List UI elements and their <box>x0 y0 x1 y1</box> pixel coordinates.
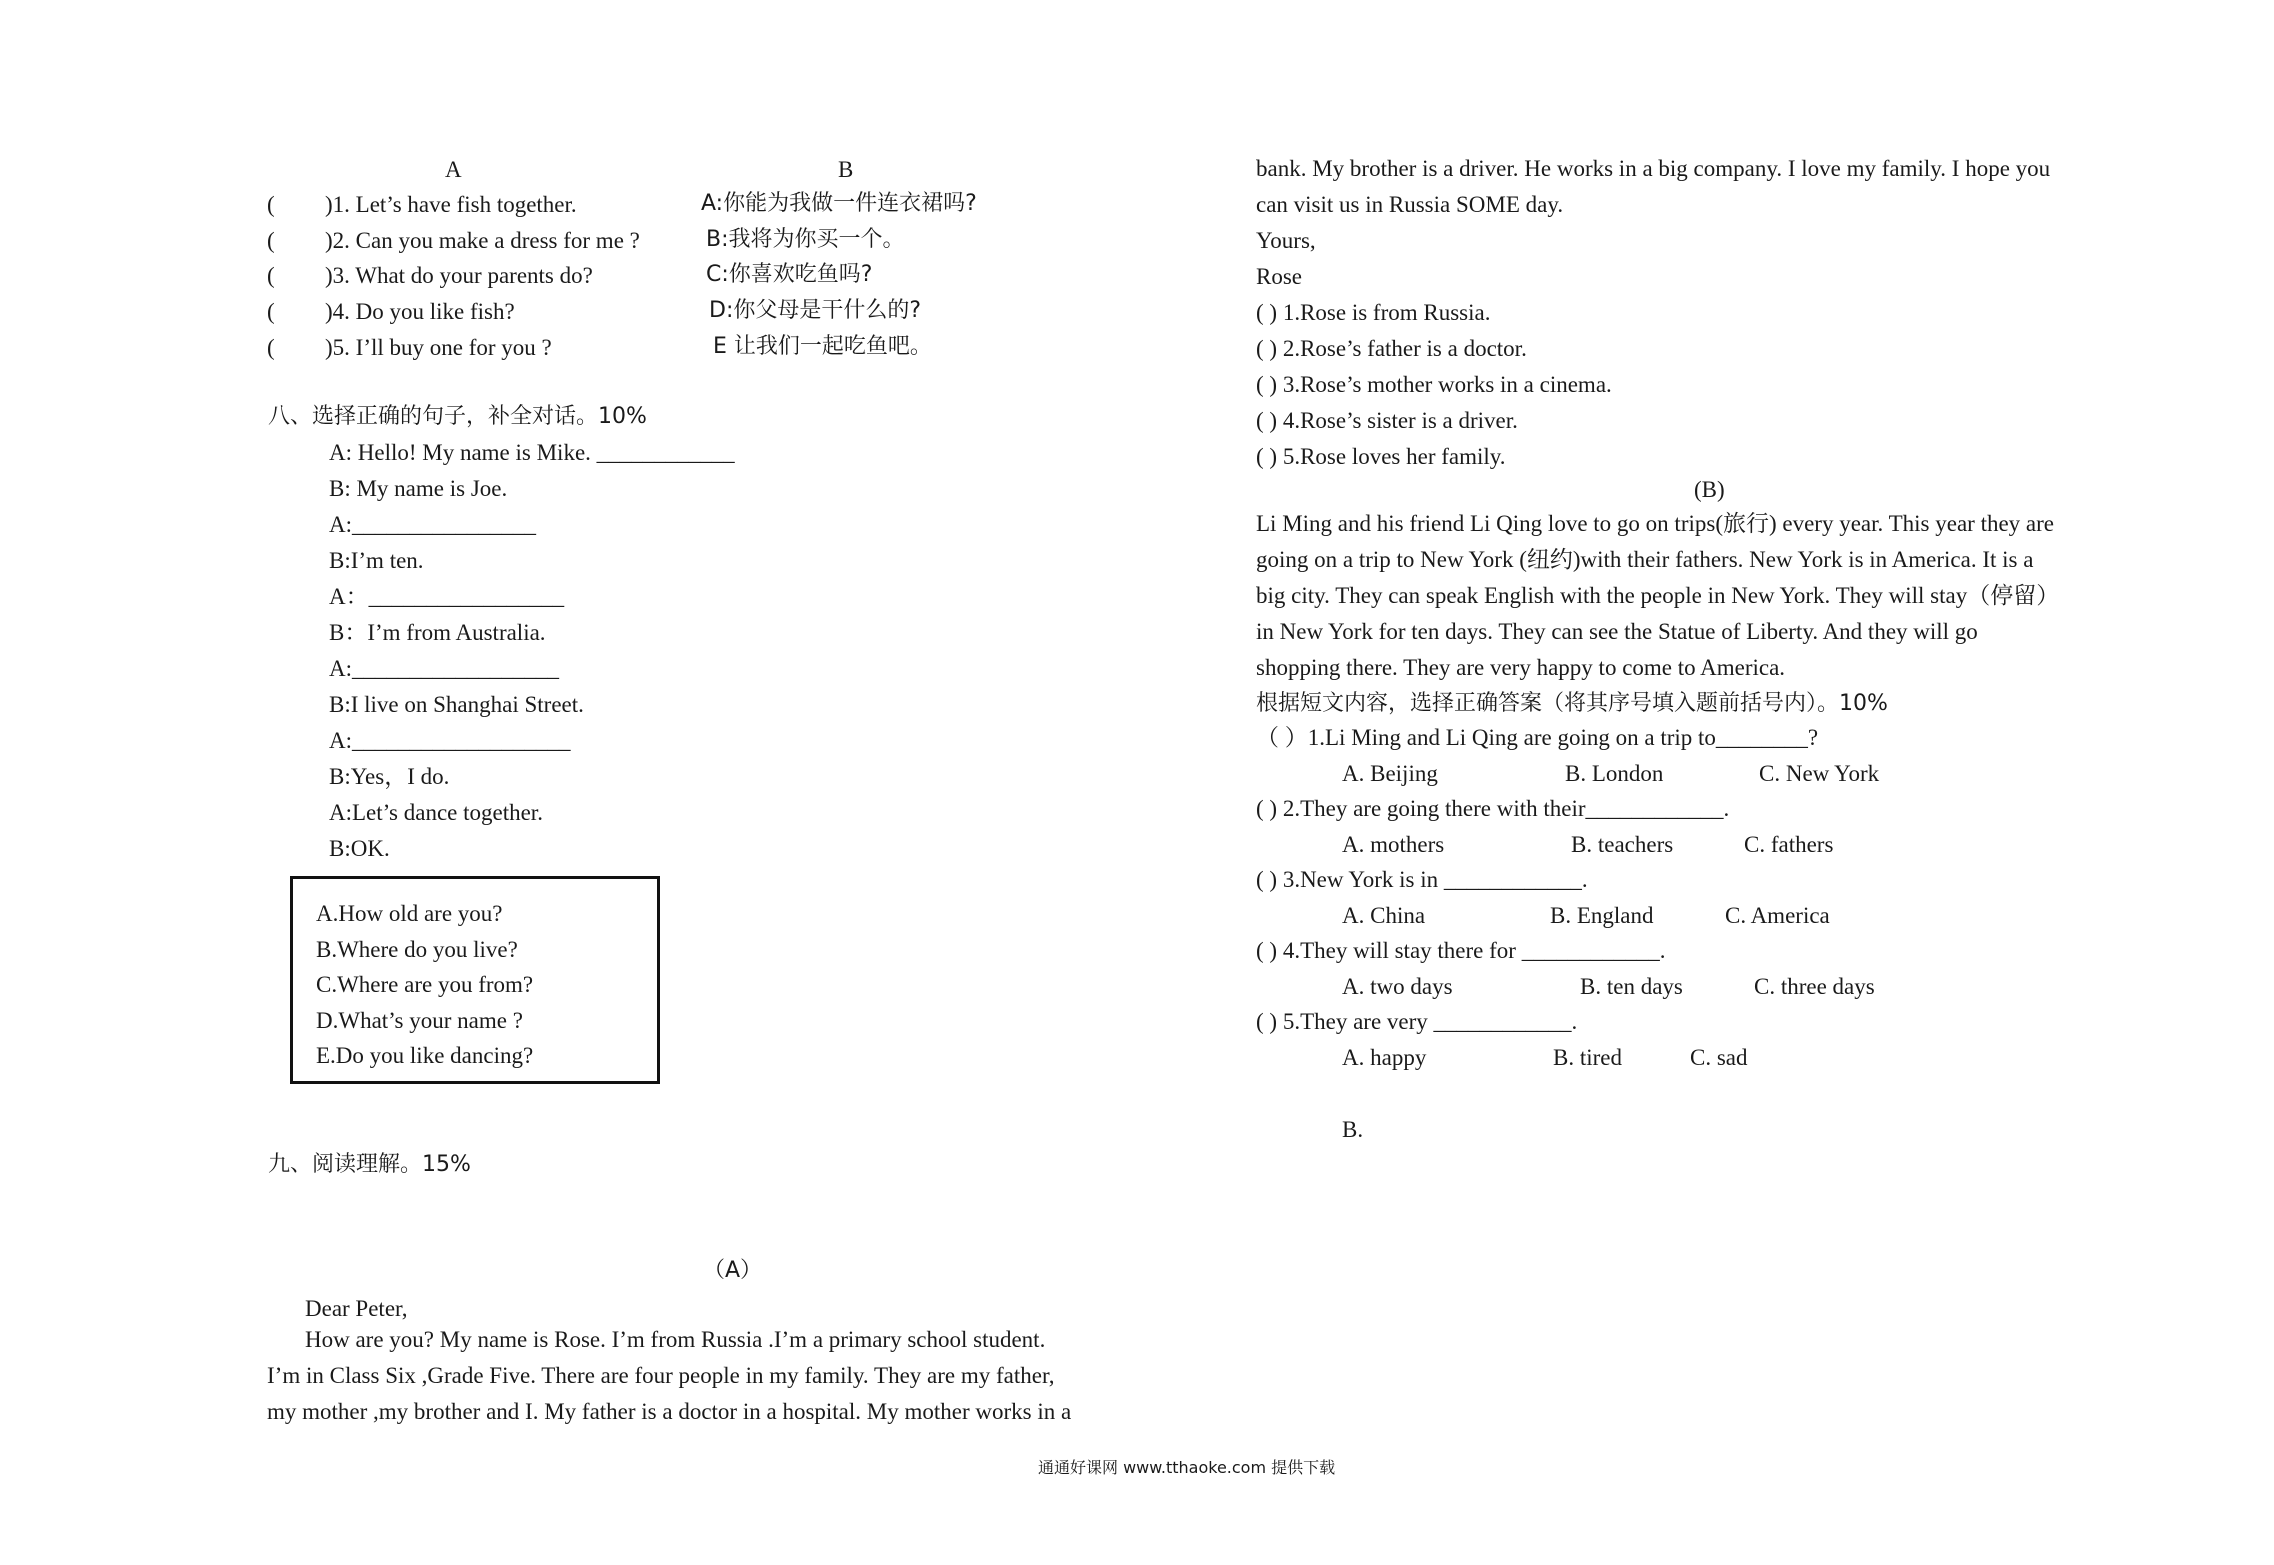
dialogue-line: B:Yes，I do. <box>329 764 450 789</box>
choice-c: C. New York <box>1759 761 1880 786</box>
passage-line: Li Ming and his friend Li Qing love to go on trips(旅行) every year. This year they are <box>1256 511 2054 536</box>
passage-b-label: (B) <box>1694 477 1725 502</box>
choice-b: B. tired <box>1553 1045 1622 1070</box>
answer-paren: ( <box>267 335 275 360</box>
choice-b: B. England <box>1550 903 1654 928</box>
choice-c: C. fathers <box>1744 832 1834 857</box>
matching-left: )3. What do your parents do? <box>325 263 593 288</box>
letter-greeting: Dear Peter, <box>305 1296 408 1321</box>
column-b-header: B <box>838 157 854 182</box>
question-b-stem: ( ) 3.New York is in ____________. <box>1256 867 1588 892</box>
dialogue-line: A:________________ <box>329 512 536 537</box>
question-b-stem: （ ）1.Li Ming and Li Qing are going on a trip to________? <box>1256 725 1819 750</box>
dialogue-line: B：I’m from Australia. <box>329 620 546 645</box>
question-a: ( ) 4.Rose’s sister is a driver. <box>1256 408 1518 433</box>
matching-left: )1. Let’s have fish together. <box>325 192 577 217</box>
dialogue-line: A: Hello! My name is Mike. ____________ <box>329 440 735 465</box>
choice-a: A. two days <box>1342 974 1453 999</box>
choice-a: A. happy <box>1342 1045 1427 1070</box>
dialogue-line: B:OK. <box>329 836 390 861</box>
dialogue-line: A:Let’s dance together. <box>329 800 543 825</box>
question-a: ( ) 5.Rose loves her family. <box>1256 444 1506 469</box>
passage-a-continued <box>1256 151 2050 475</box>
passage-line: I’m in Class Six ,Grade Five. There are four people in my family. They are my father, <box>267 1363 1055 1388</box>
choice-a: A. Beijing <box>1342 761 1438 786</box>
question-b-stem: ( ) 2.They are going there with their____________. <box>1256 796 1730 821</box>
passage-line: big city. They can speak English with the people in New York. They will stay（停留） <box>1256 583 2060 608</box>
instruction: 根据短文内容，选择正确答案（将其序号填入题前括号内）。10% <box>1256 691 1888 716</box>
option-item: D.What’s your name ? <box>316 1007 523 1033</box>
answer-paren: ( <box>267 192 275 217</box>
dialogue-line: A:___________________ <box>329 728 571 753</box>
passage-line: shopping there. They are very happy to come to America. <box>1256 655 1786 680</box>
dialogue-line: A：_________________ <box>329 584 565 609</box>
section-8-title: 八、选择正确的句子，补全对话。10% <box>268 404 647 429</box>
choice-c: C. sad <box>1690 1045 1748 1070</box>
column-a-header: A <box>445 157 462 182</box>
options-list <box>316 896 533 1074</box>
letter-signature: Rose <box>1256 264 1302 289</box>
matching-left: )4. Do you like fish? <box>325 299 515 324</box>
passage-line: in New York for ten days. They can see the Statue of Liberty. And they will go <box>1256 619 1978 644</box>
matching-right: D:你父母是干什么的? <box>709 298 922 323</box>
choice-a: A. China <box>1342 903 1426 928</box>
matching-left: )2. Can you make a dress for me ? <box>325 228 640 253</box>
answer-paren: ( <box>267 263 275 288</box>
passage-a-body <box>267 1322 1145 1430</box>
matching-left: )5. I’ll buy one for you ? <box>325 335 552 360</box>
dialogue-line: A:__________________ <box>329 656 559 681</box>
matching-right: B:我将为你买一个。 <box>706 227 905 252</box>
dialogue <box>329 435 735 867</box>
choice-c: C. three days <box>1754 974 1875 999</box>
option-item: E.Do you like dancing? <box>316 1043 534 1068</box>
question-b-stem: ( ) 4.They will stay there for ____________. <box>1256 938 1666 963</box>
passage-line: How are you? My name is Rose. I’m from Russia .I’m a primary school student. <box>305 1327 1046 1352</box>
option-item: B.Where do you live? <box>316 936 518 962</box>
footer-credit: 通通好课网 www.tthaoke.com 提供下载 <box>1038 1458 1336 1477</box>
answer-paren: ( <box>267 228 275 253</box>
dialogue-line: B:I’m ten. <box>329 548 424 573</box>
choice-c: C. America <box>1725 903 1830 928</box>
choice-b: B. ten days <box>1580 974 1683 999</box>
matching-right: A:你能为我做一件连衣裙吗? <box>701 191 977 216</box>
passage-line: bank. My brother is a driver. He works in a big company. I love my family. I hope you <box>1256 156 2051 181</box>
trailing-label: B. <box>1342 1117 1364 1142</box>
choice-b: B. teachers <box>1571 832 1674 857</box>
dialogue-line: B:I live on Shanghai Street. <box>329 692 584 717</box>
passage-line: going on a trip to New York (纽约)with their fathers. New York is in America. It is a <box>1256 547 2034 572</box>
option-item: A.How old are you? <box>316 901 503 926</box>
passage-line: can visit us in Russia SOME day. <box>1256 192 1564 217</box>
question-a: ( ) 2.Rose’s father is a doctor. <box>1256 336 1527 361</box>
matching-right: E 让我们一起吃鱼吧。 <box>713 334 932 359</box>
matching-right: C:你喜欢吃鱼吗? <box>706 262 873 287</box>
choice-b: B. London <box>1565 761 1664 786</box>
question-b-stem: ( ) 5.They are very ____________. <box>1256 1009 1578 1034</box>
letter-closing: Yours, <box>1256 228 1316 253</box>
question-a: ( ) 1.Rose is from Russia. <box>1256 300 1491 325</box>
answer-paren: ( <box>267 299 275 324</box>
section-9-title: 九、阅读理解。15% <box>268 1152 471 1177</box>
dialogue-line: B: My name is Joe. <box>329 476 508 501</box>
choice-a: A. mothers <box>1342 832 1445 857</box>
option-item: C.Where are you from? <box>316 972 534 997</box>
passage-line: my mother ,my brother and I. My father is a doctor in a hospital. My mother works in a <box>267 1399 1072 1424</box>
question-a: ( ) 3.Rose’s mother works in a cinema. <box>1256 372 1612 397</box>
passage-b-body <box>1256 506 2059 722</box>
passage-a-label: （A） <box>703 1258 763 1283</box>
